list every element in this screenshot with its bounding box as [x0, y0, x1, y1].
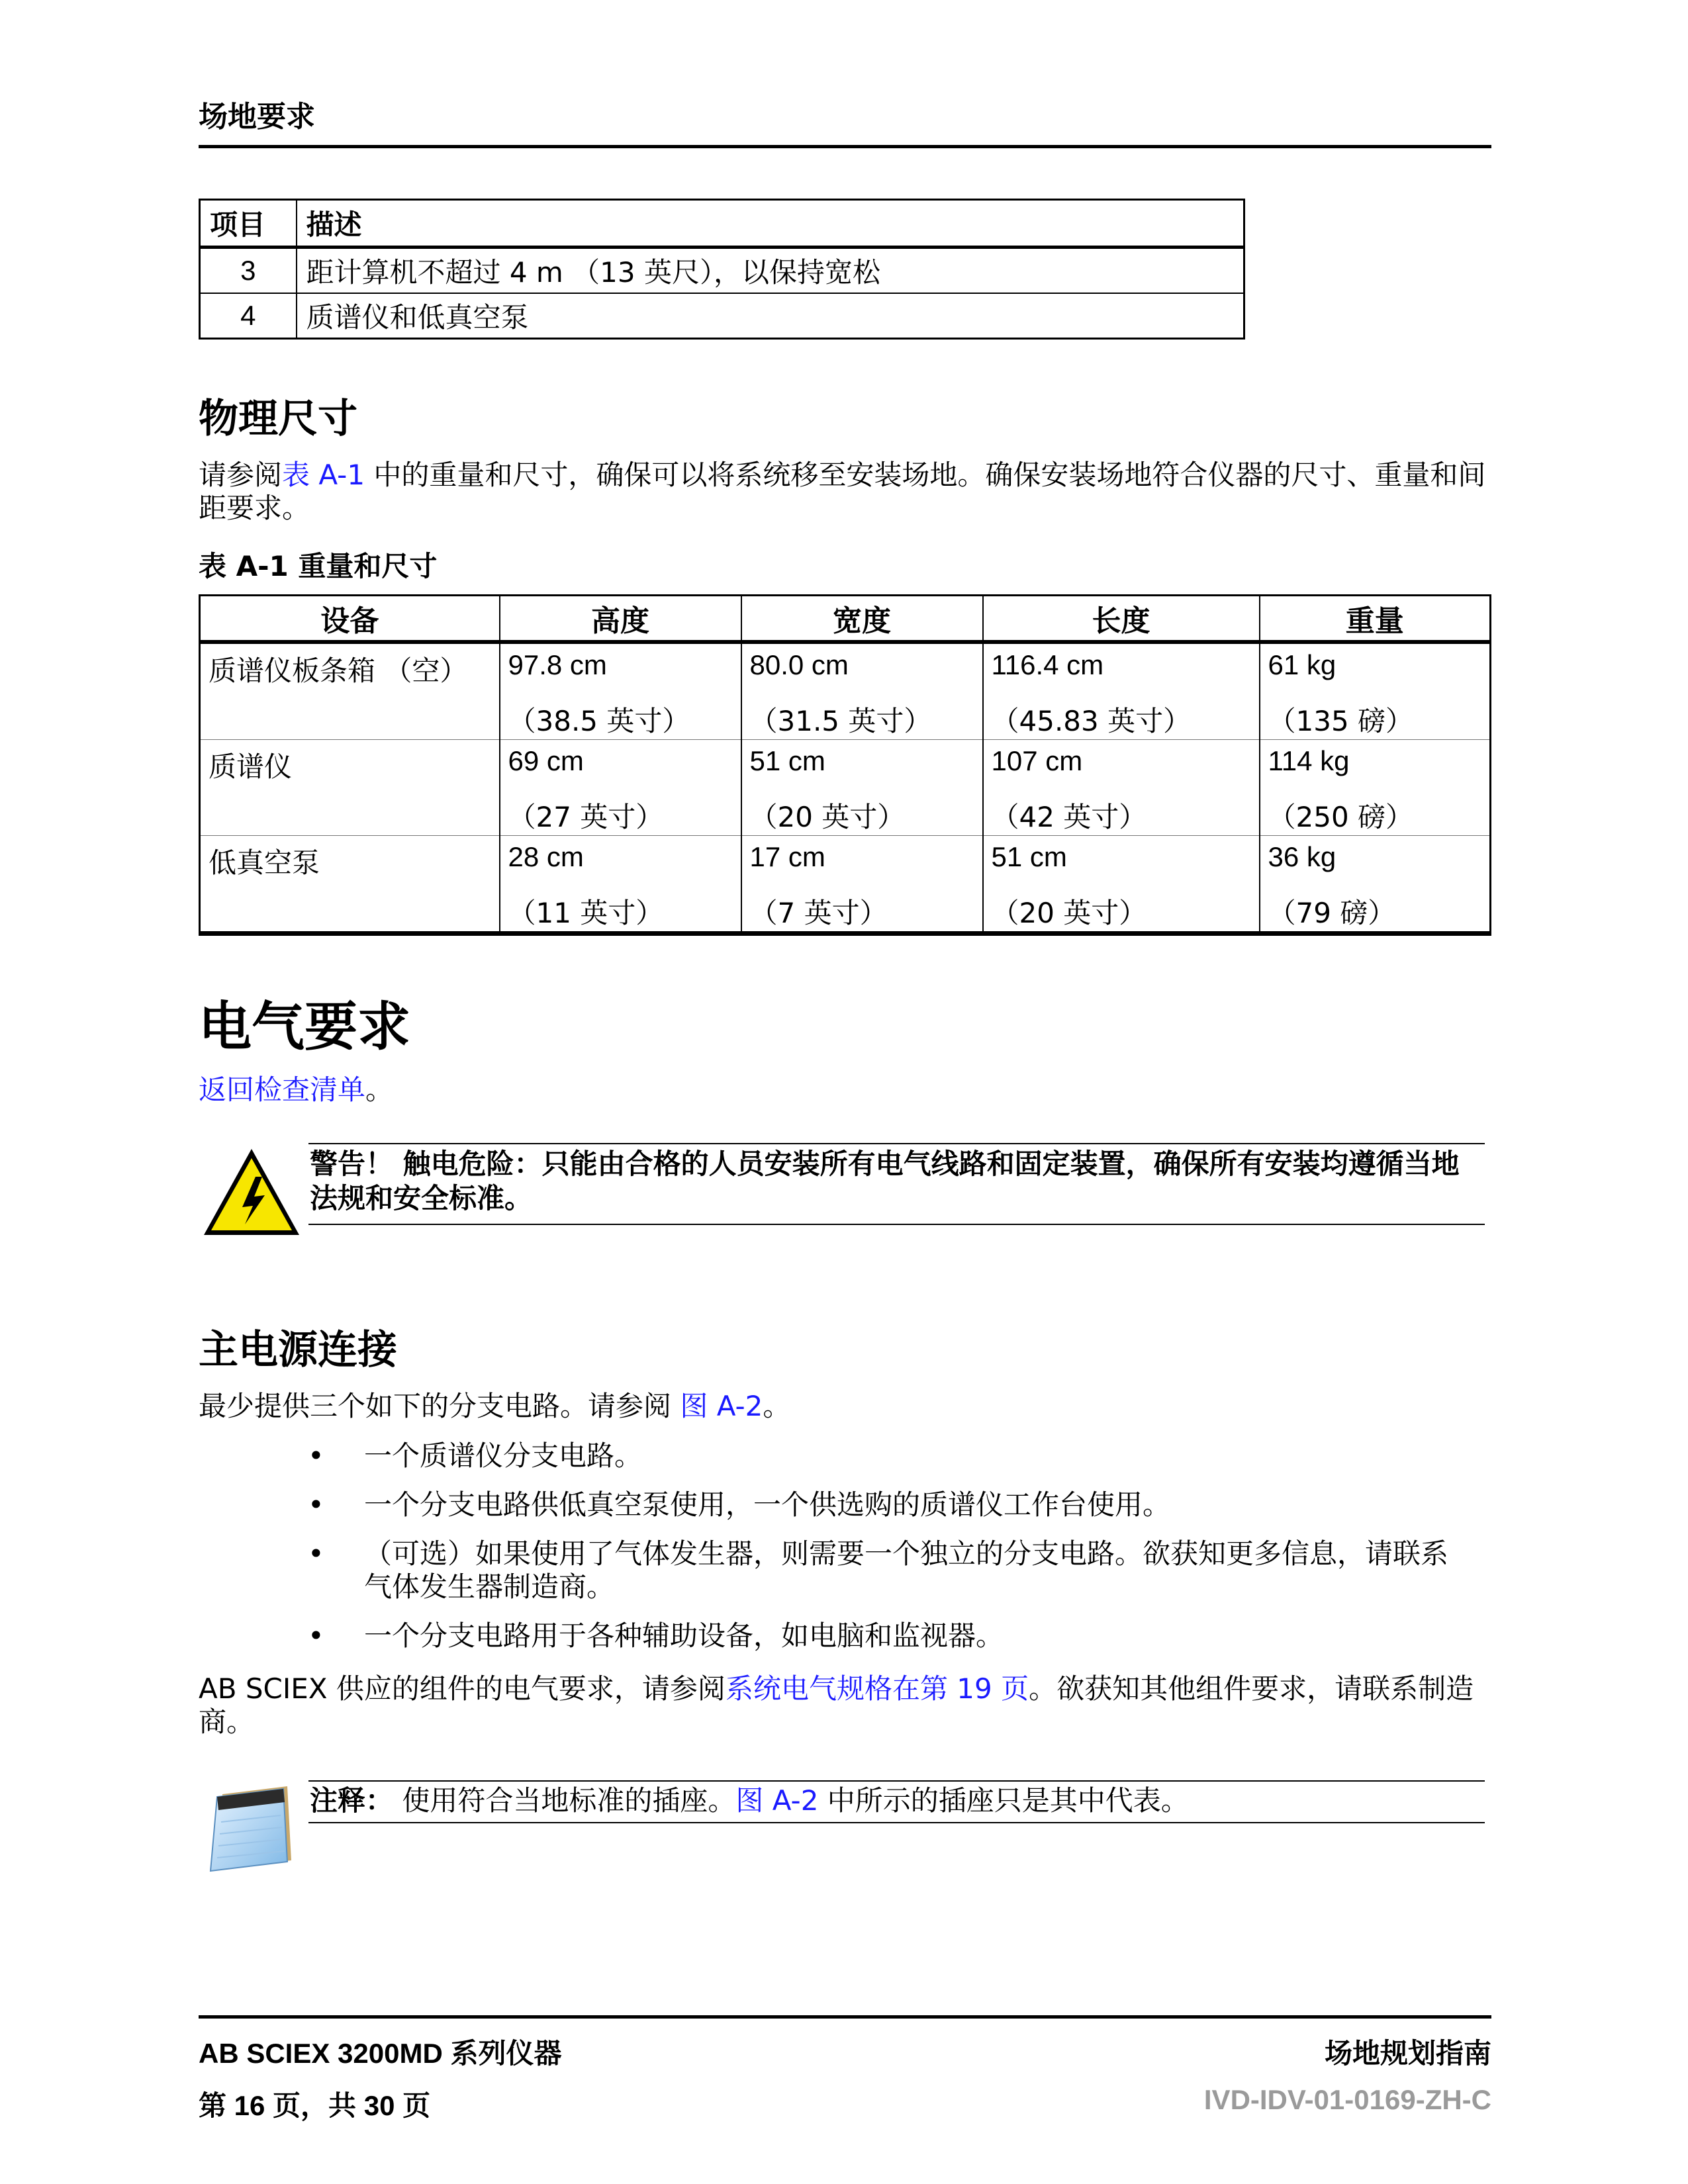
column-header-item: 项目: [200, 200, 297, 248]
table-header-row: [200, 596, 1491, 643]
metric-value: 107 cm: [991, 745, 1083, 776]
para-text: AB SCIEX 供应的组件的电气要求，请参阅: [199, 1672, 726, 1705]
column-header-weight: 重量: [1260, 596, 1491, 643]
metric-value: 28 cm: [508, 841, 584, 872]
item-number: 4: [200, 293, 297, 339]
para-text: 最少提供三个如下的分支电路。请参阅: [199, 1390, 680, 1422]
item-description: 距计算机不超过 4 m （13 英尺），以保持宽松: [297, 248, 1244, 294]
running-header-title: 场地要求: [199, 100, 315, 134]
note-text: [310, 1784, 1189, 1817]
electrical-requirements-heading: 电气要求: [199, 996, 410, 1058]
height-cell: [500, 642, 741, 740]
imperial-value: （79 磅）: [1268, 897, 1396, 929]
figure-a2-link[interactable]: 图 A-2: [680, 1390, 763, 1422]
metric-value: 80.0 cm: [749, 649, 849, 680]
component-requirements-paragraph: [199, 1672, 1493, 1739]
width-cell: [741, 740, 983, 836]
para-text: 使用符合当地标准的插座。: [393, 1784, 736, 1817]
footer-page-number: 第 16 页，共 30 页: [199, 2090, 431, 2121]
length-cell: [983, 642, 1260, 740]
note-label: 注释：: [310, 1784, 394, 1817]
table-row: [200, 642, 1491, 740]
table-a1-link[interactable]: 表 A-1: [282, 459, 365, 491]
device-cell: [200, 740, 500, 836]
imperial-value: （20 英寸）: [991, 897, 1147, 929]
column-header-description: 描述: [297, 200, 1244, 248]
bullet: •: [308, 1537, 324, 1570]
weight-cell: [1260, 740, 1491, 836]
punctuation: 。: [763, 1390, 791, 1422]
column-header-length: 长度: [983, 596, 1260, 643]
imperial-value: （135 磅）: [1268, 705, 1414, 737]
warning-text: 警告！ 触电危险：只能由合格的人员安装所有电气线路和固定装置，确保所有安装均遵循当地法规和安全标准。: [310, 1148, 1460, 1214]
weights-dimensions-table: [199, 594, 1491, 936]
mains-connection-heading: 主电源连接: [199, 1327, 397, 1373]
metric-value: 51 cm: [991, 841, 1067, 872]
item-description: 质谱仪和低真空泵: [297, 293, 1244, 339]
item-description-table: [199, 199, 1245, 340]
metric-value: 36 kg: [1268, 841, 1336, 872]
figure-a2-link[interactable]: 图 A-2: [735, 1784, 819, 1817]
list-item: [308, 1619, 1466, 1653]
table-caption: 表 A-1 重量和尺寸: [199, 550, 438, 582]
warning-top-rule: [308, 1143, 1485, 1144]
list-item-text: （可选）如果使用了气体发生器，则需要一个独立的分支电路。欲获知更多信息，请联系气体发生器制造商。: [364, 1537, 1449, 1603]
para-text: 中所示的插座只是其中代表。: [818, 1784, 1189, 1817]
column-header-device: 设备: [200, 596, 500, 643]
bullet: •: [308, 1439, 324, 1472]
warning-bottom-rule: [308, 1224, 1485, 1225]
bullet: •: [308, 1488, 324, 1521]
list-item: [308, 1537, 1466, 1604]
imperial-value: （38.5 英寸）: [508, 705, 690, 737]
footer-guide-title: 场地规划指南: [1324, 2038, 1491, 2069]
item-number: 3: [200, 248, 297, 294]
length-cell: [983, 836, 1260, 934]
footer-document-id: IVD-IDV-01-0169-ZH-C: [1203, 2084, 1491, 2115]
imperial-value: （11 英寸）: [508, 897, 664, 929]
note-bottom-rule: [308, 1822, 1485, 1823]
table-header-row: [200, 200, 1244, 248]
para-text: 。欲获知其他组件要求，请联系制造商。: [199, 1672, 1474, 1738]
width-cell: [741, 642, 983, 740]
back-to-checklist-line: [199, 1073, 393, 1107]
length-cell: [983, 740, 1260, 836]
footer-rule: [199, 2015, 1491, 2019]
para-text: 请参阅: [199, 459, 283, 491]
imperial-value: （45.83 英寸）: [991, 705, 1192, 737]
table-row: [200, 248, 1244, 294]
device-name: 低真空泵: [209, 846, 320, 879]
footer-product-name: AB SCIEX 3200MD 系列仪器: [199, 2038, 562, 2069]
height-cell: [500, 740, 741, 836]
imperial-value: （250 磅）: [1268, 801, 1414, 833]
high-voltage-warning-icon: [201, 1146, 302, 1238]
physical-dimensions-heading: 物理尺寸: [199, 396, 357, 442]
device-name: 质谱仪: [209, 751, 293, 783]
metric-value: 17 cm: [749, 841, 825, 872]
table-row: [200, 740, 1491, 836]
list-item: [308, 1488, 1466, 1522]
list-item-text: 一个质谱仪分支电路。: [364, 1439, 643, 1472]
punctuation: 。: [365, 1073, 394, 1106]
mains-intro-paragraph: [199, 1390, 790, 1423]
metric-value: 61 kg: [1268, 649, 1336, 680]
metric-value: 116.4 cm: [991, 649, 1104, 680]
imperial-value: （27 英寸）: [508, 801, 664, 833]
imperial-value: （31.5 英寸）: [749, 705, 932, 737]
note-top-rule: [308, 1780, 1485, 1782]
weight-cell: [1260, 642, 1491, 740]
list-item-text: 一个分支电路用于各种辅助设备，如电脑和监视器。: [364, 1619, 1004, 1652]
device-cell: [200, 836, 500, 934]
imperial-value: （20 英寸）: [749, 801, 906, 833]
table-row: [200, 836, 1491, 934]
list-item-text: 一个分支电路供低真空泵使用，一个供选购的质谱仪工作台使用。: [364, 1488, 1171, 1521]
header-rule: [199, 145, 1491, 148]
branch-circuit-list: [308, 1439, 1466, 1668]
bullet: •: [308, 1619, 324, 1652]
column-header-width: 宽度: [741, 596, 983, 643]
device-cell: [200, 642, 500, 740]
list-item: [308, 1439, 1466, 1473]
device-name: 质谱仪板条箱 （空）: [209, 655, 468, 687]
metric-value: 69 cm: [508, 745, 584, 776]
metric-value: 51 cm: [749, 745, 825, 776]
para-text: 中的重量和尺寸，确保可以将系统移至安装场地。确保安装场地符合仪器的尺寸、重量和间距要求。: [199, 459, 1486, 524]
back-to-checklist-link[interactable]: 返回检查清单: [199, 1073, 366, 1106]
width-cell: [741, 836, 983, 934]
notepad-icon: [203, 1782, 295, 1876]
metric-value: 97.8 cm: [508, 649, 607, 680]
table-row: [200, 293, 1244, 339]
imperial-value: （42 英寸）: [991, 801, 1147, 833]
physical-dimensions-paragraph: [199, 459, 1489, 525]
system-electrical-spec-link[interactable]: 系统电气规格在第 19 页: [725, 1672, 1029, 1705]
imperial-value: （7 英寸）: [749, 897, 888, 929]
height-cell: [500, 836, 741, 934]
column-header-height: 高度: [500, 596, 741, 643]
weight-cell: [1260, 836, 1491, 934]
metric-value: 114 kg: [1268, 745, 1350, 776]
